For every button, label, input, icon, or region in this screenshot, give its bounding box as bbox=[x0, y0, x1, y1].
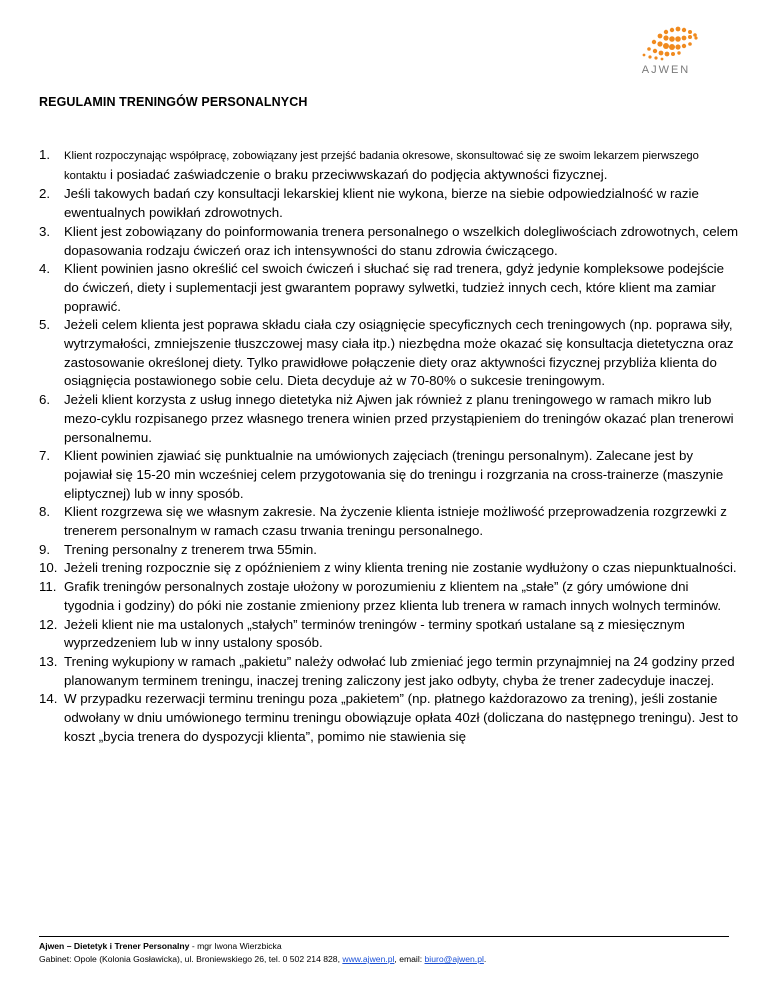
rule-text-part: Klient rozpoczynając współpracę, zobowiązany jest przejść badania okresowe, skonsultować się ze swoim lekarzem pierwszego kontaktu bbox=[64, 150, 699, 182]
email-link[interactable]: biuro@ajwen.pl bbox=[424, 954, 484, 964]
ajwen-logo bbox=[616, 24, 714, 94]
rule-text bbox=[64, 578, 739, 615]
rule-text bbox=[64, 503, 739, 540]
footer-address: Gabinet: Opole (Kolonia Gosławicka), ul. Broniewskiego 26, tel. 0 502 214 828, bbox=[39, 954, 343, 964]
rule-number: 3. bbox=[39, 223, 51, 239]
rule-number: 12. bbox=[39, 616, 58, 632]
rule-text bbox=[64, 146, 739, 185]
rule-number: 4. bbox=[39, 261, 51, 277]
rule-number: 14. bbox=[39, 691, 58, 707]
rule-number: 11. bbox=[39, 579, 57, 595]
rule-text-part: Trening wykupiony w ramach „pakietu” należy odwołać lub zmieniać jego termin przynajmniej na 24 godziny przed planowanym terminem treningu, inaczej trening zaliczony jest jako odbyty, chyba że trener zadecyduje inaczej. bbox=[64, 653, 735, 688]
footer-person: - mgr Iwona Wierzbicka bbox=[189, 941, 282, 951]
rule-number: 5. bbox=[39, 317, 51, 333]
rule-text-part: Jeżeli celem klienta jest poprawa składu ciała czy osiągnięcie specyficznych cech treningowych (np. poprawa siły, wytrzymałości, zmniejszenie tłuszczowej masy ciała itp.) niezbędna może okazać się konsultacja dietetyczna oraz zastosowanie określonej diety. Tylko prawidłowe połączenie diety oraz aktywności fizycznej przybliża klienta do osiągnięcia postawionego sobie celu. Dieta decyduje aż w 70-80% o sukcesie treningowym. bbox=[64, 317, 734, 389]
rule-text bbox=[64, 653, 739, 690]
rules-list bbox=[39, 146, 739, 747]
rule-text bbox=[64, 391, 739, 447]
rule-text bbox=[64, 260, 739, 316]
rule-item bbox=[39, 260, 739, 316]
rule-item bbox=[39, 391, 739, 447]
footer-company-line bbox=[39, 941, 282, 951]
rule-number: 7. bbox=[39, 448, 51, 464]
rule-text-part: Grafik treningów personalnych zostaje ułożony w porozumieniu z klientem na „stałe” (z góry umówione dni tygodnia i godziny) do póki nie zostanie zmieniony przez klienta lub trenera w ramach innych wolnych terminów. bbox=[64, 579, 722, 613]
rule-text bbox=[64, 316, 739, 391]
footer-company: Ajwen – Dietetyk i Trener Personalny bbox=[39, 941, 190, 951]
rule-text bbox=[64, 541, 739, 560]
rule-item bbox=[39, 447, 739, 503]
rule-text bbox=[64, 185, 739, 222]
rule-text bbox=[64, 447, 739, 503]
footer-divider bbox=[39, 936, 729, 937]
rule-text-part: Jeśli takowych badań czy konsultacji lekarskiej klient nie wykona, bierze na siebie odpowiedzialność w razie ewentualnych powikłań zdrowotnych. bbox=[64, 186, 699, 221]
rule-text-part: Trening personalny z trenerem trwa 55min. bbox=[64, 541, 317, 557]
rule-text-part: W przypadku rezerwacji terminu treningu poza „pakietem” (np. płatnego każdorazowo za trening), jeśli zostanie odwołany w dniu umówionego terminu treningu obowiązuje opłata 40zł (doliczana do następnego treningu). Jest to koszt „bycia trenera do dyspozycji klienta”, pomimo nie stawienia się bbox=[64, 691, 739, 744]
rule-item bbox=[39, 559, 739, 578]
rule-text bbox=[64, 559, 739, 578]
rule-text bbox=[64, 690, 739, 746]
rule-item bbox=[39, 690, 739, 746]
rule-text-part: Jeżeli klient korzysta z usług innego dietetyka niż Ajwen jak również z planu treningowego w ramach mikro lub mezo-cyklu rozpisanego przez własnego trenera winien przed przystąpieniem do treningów okazać plan trenerowi personalnemu. bbox=[64, 392, 734, 445]
rule-item bbox=[39, 503, 739, 540]
rule-text bbox=[64, 616, 739, 653]
rule-number: 1. bbox=[39, 147, 51, 162]
rule-item bbox=[39, 616, 739, 653]
rule-text-part: Klient powinien jasno określić cel swoich ćwiczeń i słuchać się rad trenera, gdyż jedynie kompleksowe podejście do ćwiczeń, diety i suplementacji jest gwarantem poprawy sylwetki, tudzież innych cech, które klient ma zamiar poprawić. bbox=[64, 261, 724, 314]
rule-text bbox=[64, 223, 739, 260]
rule-number: 10. bbox=[39, 560, 58, 576]
rule-number: 8. bbox=[39, 504, 51, 520]
rule-item bbox=[39, 316, 739, 391]
rule-number: 2. bbox=[39, 186, 51, 202]
rule-item bbox=[39, 223, 739, 260]
rule-item bbox=[39, 185, 739, 222]
rule-number: 13. bbox=[39, 653, 58, 669]
rule-number: 6. bbox=[39, 392, 51, 408]
rule-text-part: Klient rozgrzewa się we własnym zakresie. Na życzenie klienta istnieje możliwość przeprowadzenia rozgrzewki z trenerem personalnym w ramach czasu trwania treningu personalnego. bbox=[64, 504, 727, 539]
rule-text-part: Jeżeli klient nie ma ustalonych „stałych” terminów treningów - terminy spotkań ustalane są z miesięcznym wyprzedzeniem lub w inny ustalony sposób. bbox=[64, 616, 685, 651]
website-link[interactable]: www.ajwen.pl bbox=[342, 954, 395, 964]
logo-swirl-icon bbox=[616, 24, 714, 68]
rule-item bbox=[39, 578, 739, 615]
rule-text-part: Klient powinien zjawiać się punktualnie na umówionych zajęciach (treningu personalnym). Zalecane jest by pojawiał się 15-20 min wcześniej celem przygotowania się do treningu i rozgrzania na cross-trainerze (maszynie eliptycznej) lub w inny sposób. bbox=[64, 448, 724, 501]
document-title: REGULAMIN TRENINGÓW PERSONALNYCH bbox=[39, 95, 308, 109]
rule-text-part: i posiadać zaświadczenie o braku przeciwwskazań do podjęcia aktywności fizycznej. bbox=[106, 166, 608, 182]
footer-end: . bbox=[483, 954, 487, 964]
footer-address-line bbox=[39, 954, 486, 964]
rule-text-part: Jeżeli trening rozpocznie się z opóźnieniem z winy klienta trening nie zostanie wydłużony o czas niepunktualności. bbox=[64, 560, 737, 576]
rule-item bbox=[39, 541, 739, 560]
rule-text-part: Klient jest zobowiązany do poinformowania trenera personalnego o wszelkich dolegliwościach zdrowotnych, celem dopasowania rodzaju ćwiczeń oraz ich intensywności do stanu zdrowia ćwiczącego. bbox=[64, 223, 739, 258]
rule-item bbox=[39, 653, 739, 690]
rule-item bbox=[39, 146, 739, 185]
footer-email-label: , email: bbox=[394, 954, 425, 964]
logo-text: AJWEN bbox=[641, 64, 691, 76]
rule-number: 9. bbox=[39, 541, 51, 557]
